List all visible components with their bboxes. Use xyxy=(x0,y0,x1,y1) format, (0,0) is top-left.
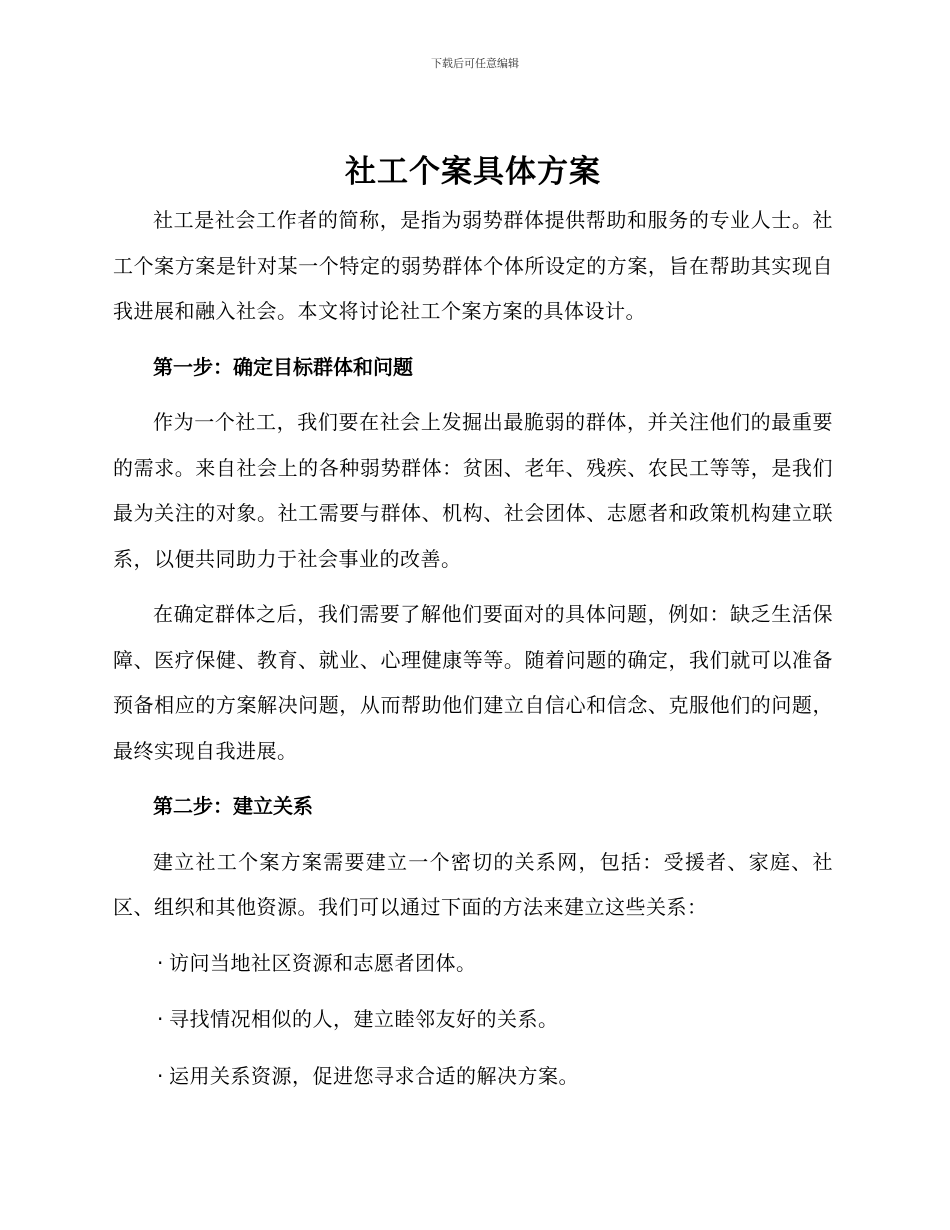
step2-heading: 第二步：建立关系 xyxy=(153,794,313,818)
bullet-item xyxy=(113,1054,833,1100)
page-header-note: 下载后可任意编辑 xyxy=(431,57,519,70)
step1-heading: 第一步：确定目标群体和问题 xyxy=(153,354,413,379)
bullet-item xyxy=(113,997,833,1043)
bullet-text: 访问当地社区资源和志愿者团体。 xyxy=(169,950,477,975)
document-body xyxy=(113,150,833,1110)
step1-paragraph-1: 作为一个社工，我们要在社会上发掘出最脆弱的群体，并关注他们的最重要的需求。来自社会上的各种弱势群体：贫困、老年、残疾、农民工等等，是我们最为关注的对象。社工需要与群体、机构、社会团体、志愿者和政策机构建立联系，以便共同助力于社会事业的改善。 xyxy=(113,410,833,571)
bullet-item xyxy=(113,941,833,987)
intro-paragraph: 社工是社会工作者的简称，是指为弱势群体提供帮助和服务的专业人士。社工个案方案是针对某一个特定的弱势群体个体所设定的方案，旨在帮助其实现自我进展和融入社会。本文将讨论社工个案方案的具体设计。 xyxy=(113,208,833,323)
bullet-text: 寻找情况相似的人，建立睦邻友好的关系。 xyxy=(169,1007,559,1031)
bullet-mark: · xyxy=(157,1063,164,1088)
bullet-text: 运用关系资源，促进您寻求合适的解决方案。 xyxy=(169,1063,579,1088)
bullet-mark: · xyxy=(157,1007,164,1031)
document-title: 社工个案具体方案 xyxy=(345,154,601,190)
step1-paragraph-2: 在确定群体之后，我们需要了解他们要面对的具体问题，例如：缺乏生活保障、医疗保健、教育、就业、心理健康等等。随着问题的确定，我们就可以准备预备相应的方案解决问题，从而帮助他们建立自信心和信念、克服他们的问题，最终实现自我进展。 xyxy=(113,602,833,763)
step2-paragraph-1: 建立社工个案方案需要建立一个密切的关系网，包括：受援者、家庭、社区、组织和其他资源。我们可以通过下面的方法来建立这些关系： xyxy=(113,849,833,919)
bullet-mark: · xyxy=(157,950,164,975)
